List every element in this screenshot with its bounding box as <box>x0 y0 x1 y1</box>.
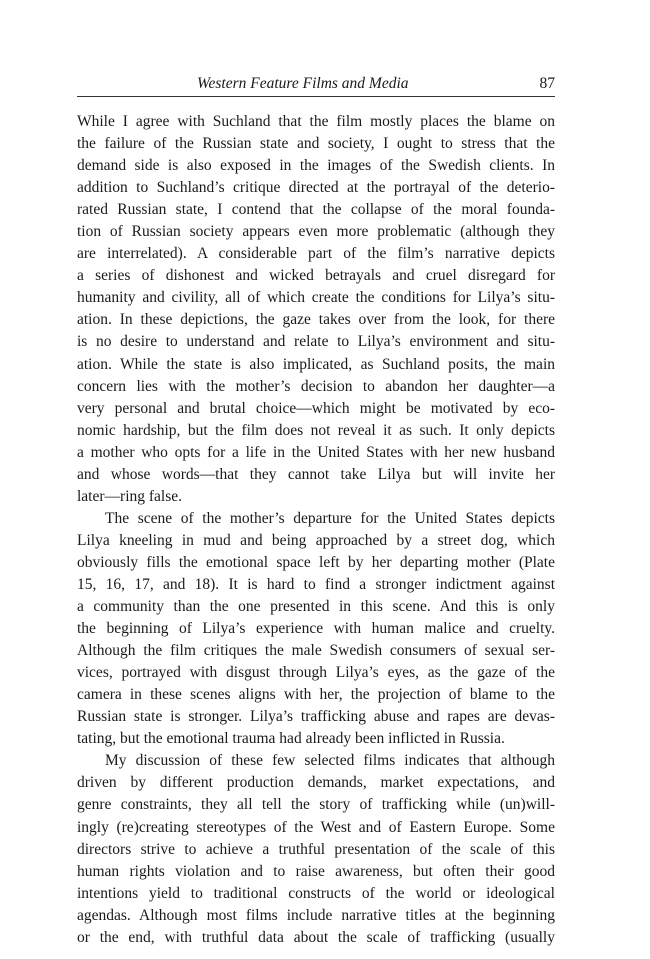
text-line: a community than the one presented in this scene. And this is only <box>77 598 555 616</box>
text-line: My discussion of these few selected films indicates that although <box>105 752 555 770</box>
text-line: Lilya kneeling in mud and being approached by a street dog, which <box>77 531 555 549</box>
text-line: the beginning of Lilya’s experience with human malice and cruelty. <box>77 620 555 638</box>
text-line: later—ring false. <box>77 487 183 505</box>
text-line: addition to Suchland’s critique directed at the portrayal of the deterio- <box>77 179 555 197</box>
text-line: The scene of the mother’s departure for the United States depicts <box>105 509 555 527</box>
running-head-title: Western Feature Films and Media <box>197 75 409 92</box>
text-line: intentions yield to traditional constructs of the world or ideological <box>77 884 555 902</box>
text-line: obviously fills the emotional space left by her departing mother (Plate <box>77 553 555 571</box>
text-line: the failure of the Russian state and society, I ought to stress that the <box>77 135 555 153</box>
text-line: demand side is also exposed in the images of the Swedish clients. In <box>77 157 555 175</box>
text-line: are interrelated). A considerable part of the film’s narrative depicts <box>77 245 555 263</box>
text-line: driven by different production demands, market expectations, and <box>77 774 555 792</box>
text-line: tating, but the emotional trauma had already been inflicted in Russia. <box>77 730 505 748</box>
text-line: While I agree with Suchland that the film mostly places the blame on <box>77 113 555 130</box>
text-line: rated Russian state, I contend that the collapse of the moral founda- <box>77 201 555 219</box>
running-head <box>77 74 555 97</box>
book-page <box>77 74 555 949</box>
text-line: human rights violation and to raise awareness, but often their good <box>77 862 555 880</box>
text-line: genre constraints, they all tell the story of trafficking while (un)will- <box>77 796 555 814</box>
text-line: ingly (re)creating stereotypes of the West and of Eastern Europe. Some <box>77 818 555 836</box>
text-line: tion of Russian society appears even more problematic (although they <box>77 223 555 241</box>
text-line: and whose words—that they cannot take Lilya but will invite her <box>77 465 555 483</box>
text-line: very personal and brutal choice—which might be motivated by eco- <box>77 399 555 417</box>
text-line: is no desire to understand and relate to Lilya’s environment and situ- <box>77 333 555 351</box>
text-line: 15, 16, 17, and 18). It is hard to find a stronger indictment against <box>77 575 555 593</box>
text-line: or the end, with truthful data about the scale of trafficking (usually <box>77 928 555 946</box>
text-line: a series of dishonest and wicked betrayals and cruel disregard for <box>77 267 555 285</box>
text-line: Russian state is stronger. Lilya’s trafficking abuse and rapes are devas- <box>77 708 555 726</box>
paragraph <box>77 111 555 508</box>
body-text <box>77 111 555 949</box>
text-line: directors strive to achieve a truthful presentation of the scale of this <box>77 840 555 858</box>
text-line: concern lies with the mother’s decision to abandon her daughter—a <box>77 377 555 395</box>
paragraph <box>77 508 555 751</box>
text-line: ation. In these depictions, the gaze takes over from the look, for there <box>77 311 555 329</box>
text-line: nomic hardship, but the film does not reveal it as such. It only depicts <box>77 421 555 439</box>
text-line: camera in these scenes aligns with her, the projection of blame to the <box>77 686 555 704</box>
paragraph <box>77 750 555 948</box>
text-line: ation. While the state is also implicated, as Suchland posits, the main <box>77 355 555 373</box>
text-line: vices, portrayed with disgust through Lilya’s eyes, as the gaze of the <box>77 664 555 682</box>
text-line: a mother who opts for a life in the United States with her new husband <box>77 443 555 461</box>
text-line: agendas. Although most films include narrative titles at the beginning <box>77 906 555 924</box>
text-line: Although the film critiques the male Swedish consumers of sexual ser- <box>77 642 555 660</box>
page-number: 87 <box>539 75 555 92</box>
text-line: humanity and civility, all of which create the conditions for Lilya’s situ- <box>77 289 555 307</box>
